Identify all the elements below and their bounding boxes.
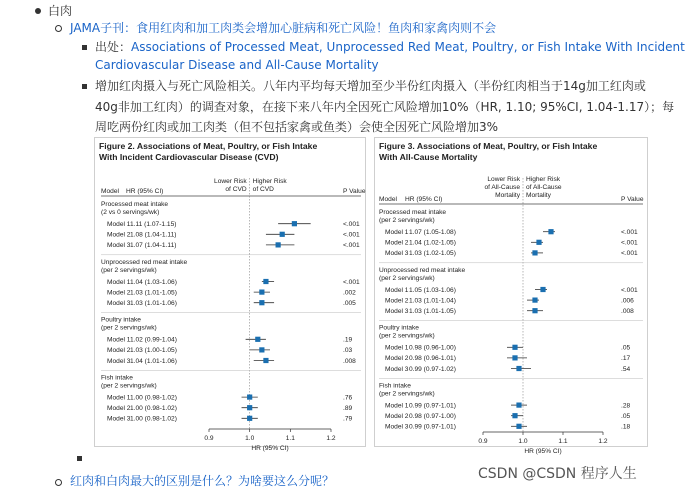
p-value: <.001: [621, 239, 638, 247]
model-label: Model 2: [107, 405, 131, 412]
x-tick-label: 1.2: [326, 435, 336, 442]
source-prefix: 出处：: [95, 40, 132, 54]
hr-value: 1.05 (1.03-1.06): [409, 286, 456, 294]
list-bullet: [35, 8, 41, 14]
figure-3-forest-plot: [375, 138, 647, 455]
summary-paragraph: [95, 76, 675, 138]
next-article-link[interactable]: 红肉和白肉最大的区别是什么？为啥要这么分呢？: [70, 474, 335, 488]
x-tick-label: 1.0: [245, 435, 255, 442]
hr-value: 1.03 (1.01-1.05): [409, 308, 456, 315]
column-header-p: P Value: [343, 188, 366, 195]
p-value: <.001: [621, 286, 638, 294]
model-label: Model 2: [385, 355, 409, 363]
hr-value: 1.08 (1.04-1.11): [130, 231, 177, 239]
p-value: .002: [343, 289, 356, 297]
model-label: Model 2: [385, 297, 409, 305]
column-header-model: Model: [101, 188, 119, 195]
higher-risk-label: of All-Cause: [526, 184, 562, 191]
hr-point-marker: [280, 232, 285, 237]
hr-point-marker: [512, 345, 517, 350]
hr-point-marker: [276, 242, 281, 247]
list-bullet: [55, 25, 62, 32]
p-value: <.001: [343, 231, 360, 239]
section-title-white-meat: 白肉: [48, 4, 73, 18]
model-label: Model 1: [107, 336, 131, 344]
hr-point-marker: [512, 413, 517, 418]
hr-point-marker: [259, 300, 264, 305]
hr-point-marker: [532, 298, 537, 303]
model-label: Model 3: [385, 250, 409, 258]
summary-line: 40g非加工红肉）的调查对象，在接下来八年内全因死亡风险增加10%（HR, 1.10; 95%CI, 1.04-1.17）；每: [95, 99, 675, 114]
group-label: (per 2 servings/wk): [379, 332, 435, 340]
p-value: .19: [343, 336, 353, 344]
x-tick-label: 1.2: [598, 438, 608, 445]
summary-line: 增加红肉摄入与死亡风险相关。八年内平均每天增加至少半份红肉摄入（半份红肉相当于14g加工红肉或: [95, 79, 646, 93]
hr-value: 1.00 (0.98-1.02): [130, 405, 177, 412]
source-line-2[interactable]: Cardiovascular Disease and All-Cause Mortality: [95, 58, 379, 72]
higher-risk-label: of CVD: [252, 186, 274, 193]
p-value: .89: [343, 405, 353, 412]
model-label: Model 1: [107, 221, 131, 228]
model-label: Model 1: [385, 402, 409, 410]
x-tick-label: 1.1: [285, 435, 295, 442]
hr-point-marker: [247, 416, 252, 421]
model-label: Model 1: [385, 344, 409, 352]
model-label: Model 2: [385, 413, 409, 420]
p-value: <.001: [621, 250, 638, 258]
figure-3-title-line: Figure 3. Associations of Meat, Poultry, or Fish Intake: [379, 141, 598, 151]
hr-point-marker: [516, 403, 521, 408]
hr-point-marker: [255, 337, 260, 342]
group-label: Poultry intake: [101, 316, 141, 324]
group-label: (per 2 servings/wk): [101, 382, 157, 390]
p-value: .79: [343, 415, 353, 423]
x-axis-label: HR (95% CI): [251, 445, 289, 452]
model-label: Model 2: [107, 347, 131, 355]
hr-value: 1.04 (1.01-1.06): [130, 357, 177, 365]
group-label: Poultry intake: [379, 324, 419, 332]
hr-point-marker: [292, 221, 297, 226]
source-line-1: [95, 37, 685, 57]
x-axis-label: HR (95% CI): [524, 448, 562, 455]
p-value: .008: [621, 308, 634, 315]
p-value: .05: [621, 413, 631, 420]
model-label: Model 1: [107, 394, 131, 402]
hr-value: 1.00 (0.98-1.02): [130, 394, 177, 402]
hr-value: 0.99 (0.97-1.01): [409, 423, 456, 431]
hr-point-marker: [532, 308, 537, 313]
model-label: Model 3: [107, 242, 131, 250]
model-label: Model 3: [107, 357, 131, 365]
hr-value: 1.07 (1.04-1.11): [130, 242, 177, 250]
hr-value: 1.03 (1.02-1.05): [409, 250, 456, 258]
p-value: .05: [621, 344, 631, 352]
x-tick-label: 1.1: [558, 438, 568, 445]
figure-2-forest-plot: [95, 138, 366, 452]
hr-point-marker: [247, 395, 252, 400]
hr-point-marker: [548, 229, 553, 234]
p-value: .18: [621, 423, 631, 431]
model-label: Model 2: [107, 231, 131, 239]
p-value: <.001: [343, 242, 360, 250]
group-label: Unprocessed red meat intake: [379, 266, 466, 274]
model-label: Model 3: [385, 423, 409, 431]
p-value: .03: [343, 347, 353, 355]
hr-value: 0.99 (0.97-1.01): [409, 402, 456, 410]
hr-point-marker: [512, 355, 517, 360]
column-header-p: P Value: [621, 196, 644, 203]
figure-2-panel: [94, 137, 366, 452]
p-value: .54: [621, 365, 631, 373]
group-label: Fish intake: [101, 374, 133, 382]
group-label: Processed meat intake: [379, 209, 447, 216]
x-tick-label: 0.9: [478, 438, 488, 445]
model-label: Model 1: [107, 278, 131, 286]
group-label: Processed meat intake: [101, 201, 169, 208]
hr-value: 1.04 (1.03-1.06): [130, 278, 177, 286]
group-label: (per 2 servings/wk): [101, 266, 157, 274]
lower-risk-label: of All-Cause: [484, 184, 520, 191]
column-header-hr: HR (95% CI): [126, 188, 164, 195]
article-title-link[interactable]: JAMA子刊：食用红肉和加工肉类会增加心脏病和死亡风险！鱼肉和家禽肉则不会: [70, 21, 497, 35]
hr-point-marker: [532, 250, 537, 255]
hr-value: 0.98 (0.96-1.00): [409, 344, 456, 352]
figure-2-title-line: Figure 2. Associations of Meat, Poultry, or Fish Intake: [99, 141, 318, 151]
hr-value: 1.02 (0.99-1.04): [130, 336, 177, 344]
p-value: .76: [343, 394, 353, 402]
group-label: (per 2 servings/wk): [379, 274, 435, 282]
hr-value: 1.07 (1.05-1.08): [409, 229, 456, 236]
higher-risk-label: Mortality: [526, 192, 551, 199]
group-label: (per 2 servings/wk): [379, 390, 435, 398]
model-label: Model 2: [385, 239, 409, 247]
x-tick-label: 0.9: [204, 435, 214, 442]
hr-value: 0.98 (0.97-1.00): [409, 413, 456, 420]
hr-value: 1.03 (1.01-1.06): [130, 300, 177, 307]
hr-value: 1.03 (1.01-1.04): [409, 297, 456, 305]
figure-3-title-line: With All-Cause Mortality: [379, 152, 478, 162]
group-label: Unprocessed red meat intake: [101, 258, 188, 266]
figure-3-panel: [374, 137, 648, 455]
lower-risk-label: Lower Risk: [214, 178, 247, 185]
model-label: Model 2: [107, 289, 131, 297]
list-bullet: [82, 45, 87, 50]
empty-list-bullet: [77, 456, 82, 461]
hr-point-marker: [247, 405, 252, 410]
group-label: Fish intake: [379, 382, 411, 390]
model-label: Model 3: [107, 415, 131, 423]
hr-point-marker: [263, 358, 268, 363]
p-value: .005: [343, 300, 356, 307]
hr-value: 1.03 (1.00-1.05): [130, 347, 177, 355]
hr-point-marker: [516, 366, 521, 371]
higher-risk-label: Higher Risk: [526, 176, 561, 183]
p-value: <.001: [343, 221, 360, 228]
hr-value: 0.99 (0.97-1.02): [409, 365, 456, 373]
lower-risk-label: Lower Risk: [487, 176, 520, 183]
list-bullet: [82, 84, 87, 89]
hr-value: 1.04 (1.02-1.05): [409, 239, 456, 247]
p-value: .006: [621, 297, 634, 305]
csdn-watermark: CSDN @CSDN 程序人生: [478, 466, 637, 482]
list-bullet: [55, 479, 62, 486]
hr-point-marker: [259, 347, 264, 352]
column-header-model: Model: [379, 196, 397, 203]
hr-point-marker: [263, 279, 268, 284]
x-tick-label: 1.0: [518, 438, 528, 445]
hr-value: 1.03 (1.01-1.05): [130, 289, 177, 297]
p-value: <.001: [621, 229, 638, 236]
source-link[interactable]: Associations of Processed Meat, Unprocessed Red Meat, Poultry, or Fish Intake With Incident: [131, 40, 685, 54]
model-label: Model 3: [107, 300, 131, 307]
model-label: Model 1: [385, 229, 409, 236]
hr-value: 1.11 (1.07-1.15): [130, 221, 177, 228]
hr-value: 1.00 (0.98-1.02): [130, 415, 177, 423]
hr-point-marker: [540, 287, 545, 292]
model-label: Model 3: [385, 308, 409, 315]
column-header-hr: HR (95% CI): [405, 196, 443, 203]
lower-risk-label: Mortality: [495, 192, 520, 199]
p-value: .008: [343, 357, 356, 365]
p-value: <.001: [343, 278, 360, 286]
hr-value: 0.98 (0.96-1.01): [409, 355, 456, 363]
group-label: (2 vs 0 servings/wk): [101, 209, 160, 216]
lower-risk-label: of CVD: [225, 186, 247, 193]
hr-point-marker: [536, 240, 541, 245]
model-label: Model 3: [385, 365, 409, 373]
model-label: Model 1: [385, 286, 409, 294]
figure-2-title-line: With Incident Cardiovascular Disease (CVD): [99, 152, 279, 162]
hr-point-marker: [259, 290, 264, 295]
hr-point-marker: [516, 424, 521, 429]
p-value: .28: [621, 402, 631, 410]
group-label: (per 2 servings/wk): [379, 217, 435, 224]
p-value: .17: [621, 355, 631, 363]
summary-line: 周吃两份红肉或加工肉类（但不包括家禽或鱼类）会使全因死亡风险增加3%: [95, 120, 499, 134]
higher-risk-label: Higher Risk: [252, 178, 287, 185]
group-label: (per 2 servings/wk): [101, 324, 157, 332]
